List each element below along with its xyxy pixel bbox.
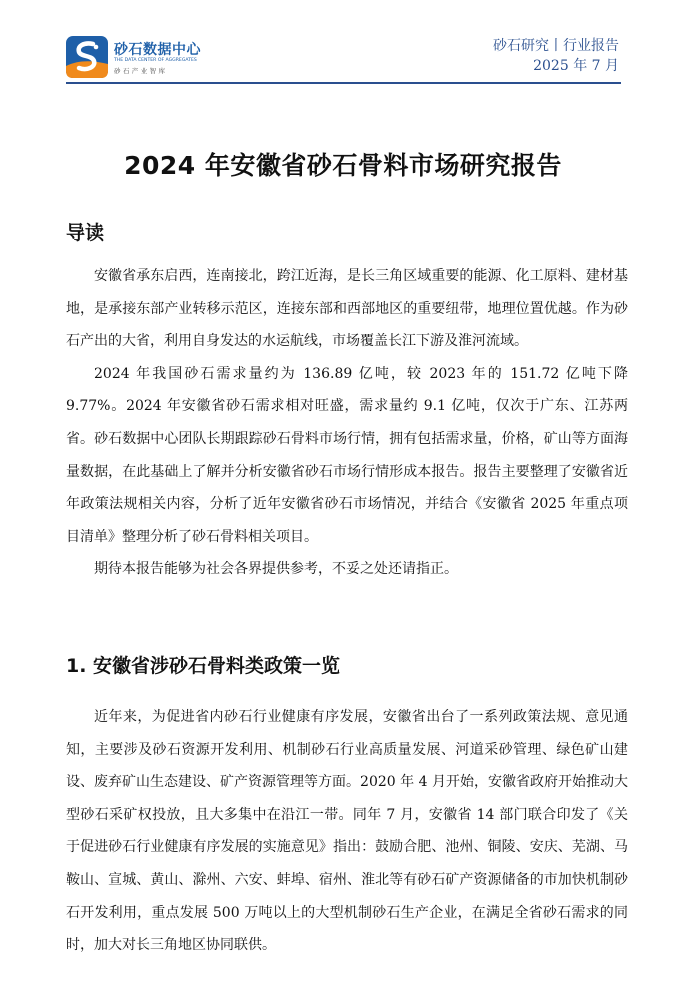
- header-info: [493, 36, 619, 76]
- report-title: 2024 年安徽省砂石骨料市场研究报告: [124, 151, 562, 180]
- intro-paragraph-2: 2024 年我国砂石需求量约为 136.89 亿吨，较 2023 年的 151.72 亿吨下降 9.77%。2024 年安徽省砂石需求相对旺盛，需求量约 9.1 亿吨，仅次于广东、江苏两省。砂石数据中心团队长期跟踪砂石骨料市场行情，拥有包括需求量，价格，矿山等方面海量数据，在此基础上了解并分析安徽省砂石市场行情形成本报告。报告主要整理了安徽省近年政策法规相关内容，分析了近年安徽省砂石市场情况，并结合《安徽省 2025 年重点项目清单》整理分析了砂石骨料相关项目。: [66, 365, 628, 545]
- logo-english-name: THE DATA CENTER OF AGGREGATES: [114, 58, 197, 63]
- section-1-heading: 1. 安徽省涉砂石骨料类政策一览: [66, 655, 341, 677]
- page-header: [66, 32, 621, 84]
- section-1-paragraph-1: 近年来，为促进省内砂石行业健康有序发展，安徽省出台了一系列政策法规、意见通知，主要涉及砂石资源开发利用、机制砂石行业高质量发展、河道采砂管理、绿色矿山建设、废弃矿山生态建设、矿产资源管理等方面。2020 年 4 月开始，安徽省政府开始推动大型砂石采矿权投放，且大多集中在沿江一带。同年 7 月，安徽省 14 部门联合印发了《关于促进砂石行业健康有序发展的实施意见》指出：鼓励合肥、池州、铜陵、安庆、芜湖、马鞍山、宣城、黄山、滁州、六安、蚌埠、宿州、淮北等有砂石矿产资源储备的市加快机制砂石开发利用，重点发展 500 万吨以上的大型机制砂石生产企业，在满足全省砂石需求的同时，加大对长三角地区协同联供。: [66, 709, 628, 954]
- intro-body: [66, 260, 628, 586]
- header-date: 2025 年 7 月: [533, 58, 619, 74]
- section-1-body: [66, 701, 628, 962]
- logo-name: 砂石数据中心: [114, 42, 201, 58]
- header-category: 砂石研究丨行业报告: [493, 38, 619, 54]
- intro-paragraph-1: 安徽省承东启西，连南接北，跨江近海，是长三角区域重要的能源、化工原料、建材基地，是承接东部产业转移示范区，连接东部和西部地区的重要纽带，地理位置优越。作为砂石产出的大省，利用自身发达的水运航线，市场覆盖长江下游及淮河流域。: [66, 268, 628, 350]
- intro-heading: 导读: [66, 222, 105, 244]
- header-divider: [66, 82, 621, 84]
- logo-subtitle: 砂石产业智库: [114, 67, 168, 75]
- sand-stone-logo-icon: [66, 36, 108, 78]
- intro-paragraph-3: 期待本报告能够为社会各界提供参考，不妥之处还请指正。: [94, 561, 458, 578]
- logo: [66, 36, 226, 78]
